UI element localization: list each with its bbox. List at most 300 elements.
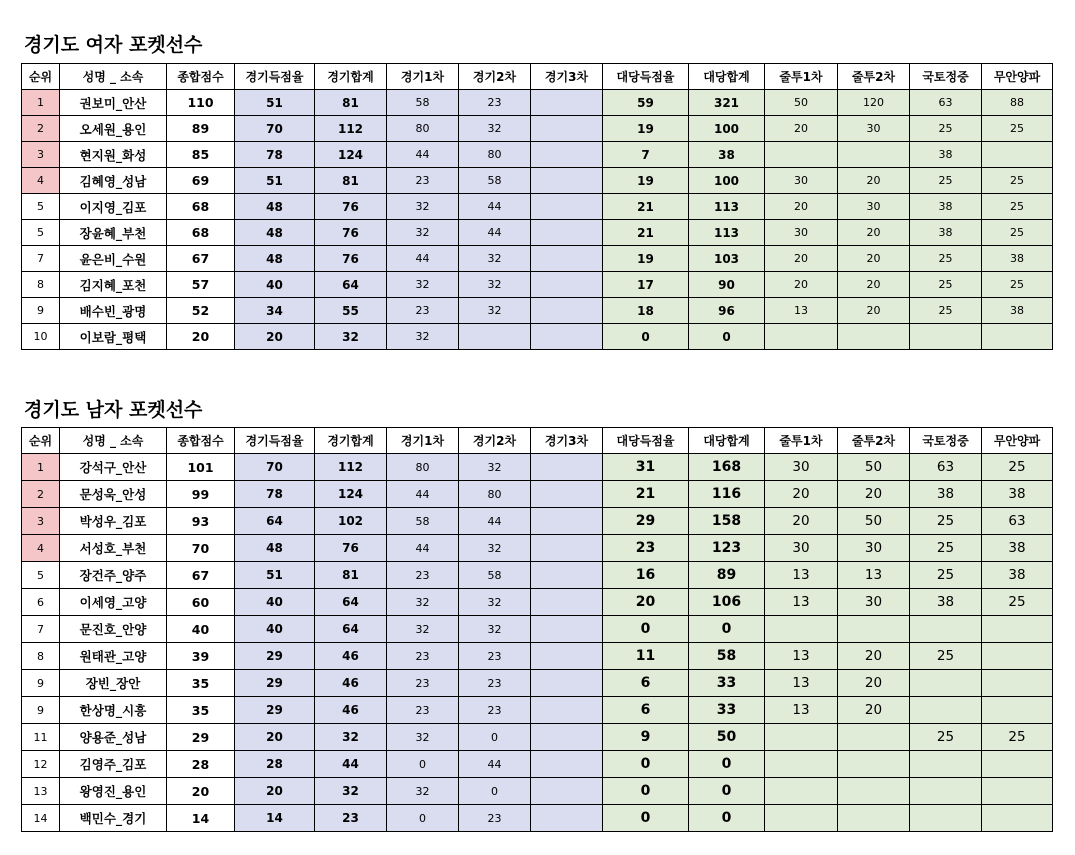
rank-cell: 5 [22,194,60,220]
table-header-row [22,428,1053,454]
total-score-cell: 70 [167,535,235,562]
game-score-cell: 32 [459,454,531,481]
player-name-cell: 이보람_평택 [60,324,167,350]
game-score-cell: 23 [459,670,531,697]
match-score-cell: 20 [838,643,910,670]
match-score-cell [910,697,982,724]
game-score-cell: 112 [315,454,387,481]
total-score-cell: 35 [167,697,235,724]
player-name-cell: 김영주_김포 [60,751,167,778]
table-row [22,805,1053,832]
total-score-cell: 35 [167,670,235,697]
rank-cell: 13 [22,778,60,805]
match-score-cell: 100 [689,168,765,194]
match-score-cell: 25 [910,562,982,589]
game-score-cell: 48 [235,194,315,220]
game-score-cell [531,481,603,508]
player-name-cell: 한상명_시흥 [60,697,167,724]
game-score-cell: 29 [235,670,315,697]
column-header: 줄투2차 [838,428,910,454]
game-score-cell [531,778,603,805]
match-score-cell: 38 [982,298,1053,324]
game-score-cell [531,298,603,324]
total-score-cell: 28 [167,751,235,778]
player-name-cell: 배수빈_광명 [60,298,167,324]
game-score-cell [459,324,531,350]
column-header: 줄투1차 [765,64,838,90]
rank-cell: 1 [22,454,60,481]
match-score-cell: 25 [982,272,1053,298]
game-score-cell: 81 [315,168,387,194]
player-name-cell: 권보미_안산 [60,90,167,116]
match-score-cell: 20 [838,298,910,324]
column-header: 줄투1차 [765,428,838,454]
game-score-cell: 55 [315,298,387,324]
player-name-cell: 박성우_김포 [60,508,167,535]
match-score-cell: 59 [603,90,689,116]
rank-cell: 5 [22,220,60,246]
total-score-cell: 40 [167,616,235,643]
game-score-cell [531,454,603,481]
game-score-cell: 44 [315,751,387,778]
table-row [22,116,1053,142]
game-score-cell: 58 [459,562,531,589]
match-score-cell [910,616,982,643]
player-name-cell: 문진호_안양 [60,616,167,643]
game-score-cell: 76 [315,246,387,272]
game-score-cell: 32 [387,194,459,220]
match-score-cell [910,324,982,350]
player-name-cell: 김지혜_포천 [60,272,167,298]
match-score-cell [765,751,838,778]
match-score-cell: 31 [603,454,689,481]
rank-cell: 9 [22,697,60,724]
game-score-cell: 44 [387,142,459,168]
match-score-cell: 38 [982,562,1053,589]
game-score-cell: 32 [459,589,531,616]
match-score-cell: 13 [838,562,910,589]
match-score-cell: 38 [910,220,982,246]
match-score-cell: 38 [910,142,982,168]
game-score-cell: 48 [235,535,315,562]
match-score-cell: 13 [765,643,838,670]
match-score-cell: 16 [603,562,689,589]
match-score-cell: 0 [603,324,689,350]
column-header: 경기2차 [459,428,531,454]
game-score-cell: 51 [235,90,315,116]
game-score-cell: 0 [387,751,459,778]
match-score-cell: 106 [689,589,765,616]
game-score-cell: 28 [235,751,315,778]
total-score-cell: 52 [167,298,235,324]
game-score-cell: 23 [387,168,459,194]
table-row [22,272,1053,298]
rank-cell: 7 [22,616,60,643]
game-score-cell: 76 [315,194,387,220]
table-row [22,562,1053,589]
match-score-cell: 21 [603,194,689,220]
match-score-cell: 30 [765,454,838,481]
match-score-cell: 38 [910,194,982,220]
match-score-cell: 13 [765,298,838,324]
match-score-cell: 13 [765,589,838,616]
match-score-cell [910,670,982,697]
game-score-cell [531,142,603,168]
player-name-cell: 양용준_성남 [60,724,167,751]
column-header: 종합점수 [167,64,235,90]
game-score-cell [531,194,603,220]
match-score-cell: 19 [603,116,689,142]
game-score-cell: 40 [235,616,315,643]
match-score-cell: 0 [603,751,689,778]
table-row [22,454,1053,481]
game-score-cell [531,508,603,535]
match-score-cell: 9 [603,724,689,751]
match-score-cell: 25 [910,508,982,535]
player-name-cell: 이세영_고양 [60,589,167,616]
game-score-cell: 23 [387,562,459,589]
game-score-cell: 23 [459,697,531,724]
column-header: 경기득점율 [235,64,315,90]
match-score-cell [838,724,910,751]
game-score-cell [531,670,603,697]
table-row [22,778,1053,805]
match-score-cell: 25 [982,116,1053,142]
match-score-cell: 33 [689,697,765,724]
player-name-cell: 문성욱_안성 [60,481,167,508]
game-score-cell: 32 [387,724,459,751]
match-score-cell: 25 [910,246,982,272]
player-name-cell: 장윤혜_부천 [60,220,167,246]
column-header: 대당합계 [689,64,765,90]
game-score-cell: 23 [387,697,459,724]
player-name-cell: 왕영진_용인 [60,778,167,805]
game-score-cell: 48 [235,246,315,272]
game-score-cell: 0 [459,778,531,805]
match-score-cell [838,751,910,778]
total-score-cell: 93 [167,508,235,535]
game-score-cell: 70 [235,454,315,481]
column-header: 국토정중 [910,64,982,90]
match-score-cell: 123 [689,535,765,562]
match-score-cell [982,324,1053,350]
match-score-cell [838,805,910,832]
total-score-cell: 60 [167,589,235,616]
rank-cell: 14 [22,805,60,832]
match-score-cell: 13 [765,697,838,724]
match-score-cell [982,751,1053,778]
match-score-cell: 90 [689,272,765,298]
match-score-cell: 0 [603,805,689,832]
game-score-cell: 20 [235,724,315,751]
match-score-cell: 20 [838,697,910,724]
match-score-cell: 113 [689,194,765,220]
rank-cell: 4 [22,168,60,194]
match-score-cell [982,778,1053,805]
match-score-cell: 38 [982,535,1053,562]
match-score-cell: 25 [982,724,1053,751]
game-score-cell: 29 [235,643,315,670]
game-score-cell [531,168,603,194]
rank-cell: 4 [22,535,60,562]
match-score-cell: 25 [982,168,1053,194]
column-header: 국토정중 [910,428,982,454]
match-score-cell: 20 [765,481,838,508]
game-score-cell: 44 [459,194,531,220]
match-score-cell: 321 [689,90,765,116]
game-score-cell: 32 [459,272,531,298]
match-score-cell: 0 [689,324,765,350]
game-score-cell: 40 [235,272,315,298]
player-name-cell: 서성호_부천 [60,535,167,562]
match-score-cell: 0 [689,778,765,805]
game-score-cell: 0 [459,724,531,751]
match-score-cell: 89 [689,562,765,589]
match-score-cell: 17 [603,272,689,298]
player-name-cell: 현지원_화성 [60,142,167,168]
game-score-cell: 32 [459,616,531,643]
game-score-cell: 32 [459,298,531,324]
match-score-cell: 50 [765,90,838,116]
total-score-cell: 110 [167,90,235,116]
column-header: 대당득점율 [603,428,689,454]
table-row [22,246,1053,272]
rank-cell: 9 [22,298,60,324]
game-score-cell: 32 [387,324,459,350]
table-row [22,616,1053,643]
game-score-cell: 81 [315,562,387,589]
game-score-cell [531,643,603,670]
game-score-cell [531,220,603,246]
game-score-cell: 78 [235,142,315,168]
game-score-cell: 34 [235,298,315,324]
game-score-cell [531,535,603,562]
game-score-cell [531,116,603,142]
match-score-cell: 25 [910,168,982,194]
game-score-cell: 0 [387,805,459,832]
rank-cell: 3 [22,508,60,535]
table-row [22,168,1053,194]
column-header: 경기합계 [315,428,387,454]
total-score-cell: 14 [167,805,235,832]
match-score-cell: 50 [838,454,910,481]
column-header: 줄투2차 [838,64,910,90]
match-score-cell: 25 [910,116,982,142]
game-score-cell: 29 [235,697,315,724]
match-score-cell: 0 [603,778,689,805]
match-score-cell: 25 [982,220,1053,246]
women-ranking-table [21,63,1053,350]
total-score-cell: 101 [167,454,235,481]
match-score-cell: 19 [603,246,689,272]
table-header-row [22,64,1053,90]
game-score-cell [531,562,603,589]
match-score-cell: 20 [765,246,838,272]
match-score-cell: 21 [603,220,689,246]
game-score-cell: 14 [235,805,315,832]
game-score-cell: 80 [387,116,459,142]
women-section-title: 경기도 여자 포켓선수 [24,34,203,56]
column-header: 성명 _ 소속 [60,64,167,90]
match-score-cell: 30 [838,194,910,220]
game-score-cell: 51 [235,168,315,194]
game-score-cell: 40 [235,589,315,616]
game-score-cell: 32 [315,324,387,350]
match-score-cell [765,778,838,805]
match-score-cell: 96 [689,298,765,324]
game-score-cell [531,616,603,643]
table-row [22,670,1053,697]
column-header: 무안양파 [982,64,1053,90]
game-score-cell: 32 [315,778,387,805]
table-row [22,535,1053,562]
game-score-cell: 64 [315,272,387,298]
player-name-cell: 장빈_장안 [60,670,167,697]
match-score-cell: 63 [910,454,982,481]
column-header: 무안양파 [982,428,1053,454]
match-score-cell: 25 [910,724,982,751]
game-score-cell: 23 [387,643,459,670]
match-score-cell [765,324,838,350]
game-score-cell: 23 [387,298,459,324]
column-header: 성명 _ 소속 [60,428,167,454]
match-score-cell: 50 [838,508,910,535]
game-score-cell: 112 [315,116,387,142]
total-score-cell: 39 [167,643,235,670]
rank-cell: 9 [22,670,60,697]
match-score-cell: 120 [838,90,910,116]
men-section-title: 경기도 남자 포켓선수 [24,399,203,421]
game-score-cell [531,751,603,778]
player-name-cell: 윤은비_수원 [60,246,167,272]
game-score-cell: 51 [235,562,315,589]
column-header: 대당합계 [689,428,765,454]
total-score-cell: 67 [167,562,235,589]
match-score-cell [910,751,982,778]
rank-cell: 2 [22,481,60,508]
match-score-cell: 113 [689,220,765,246]
total-score-cell: 68 [167,220,235,246]
player-name-cell: 백민수_경기 [60,805,167,832]
match-score-cell: 63 [910,90,982,116]
column-header: 순위 [22,64,60,90]
match-score-cell: 6 [603,670,689,697]
column-header: 경기1차 [387,428,459,454]
column-header: 경기3차 [531,428,603,454]
match-score-cell [982,616,1053,643]
player-name-cell: 이지영_김포 [60,194,167,220]
game-score-cell: 102 [315,508,387,535]
game-score-cell: 70 [235,116,315,142]
game-score-cell: 23 [459,90,531,116]
match-score-cell [910,778,982,805]
rank-cell: 3 [22,142,60,168]
game-score-cell: 80 [387,454,459,481]
game-score-cell: 81 [315,90,387,116]
match-score-cell: 116 [689,481,765,508]
match-score-cell [838,324,910,350]
game-score-cell: 20 [235,324,315,350]
game-score-cell: 23 [459,805,531,832]
game-score-cell: 80 [459,142,531,168]
column-header: 대당득점율 [603,64,689,90]
game-score-cell: 78 [235,481,315,508]
table-row [22,481,1053,508]
total-score-cell: 85 [167,142,235,168]
match-score-cell: 168 [689,454,765,481]
game-score-cell [531,805,603,832]
match-score-cell: 13 [765,670,838,697]
game-score-cell [531,697,603,724]
game-score-cell: 64 [235,508,315,535]
match-score-cell: 33 [689,670,765,697]
game-score-cell: 23 [315,805,387,832]
match-score-cell [982,643,1053,670]
match-score-cell: 30 [838,535,910,562]
total-score-cell: 67 [167,246,235,272]
match-score-cell: 25 [910,535,982,562]
table-row [22,724,1053,751]
match-score-cell: 38 [910,589,982,616]
column-header: 순위 [22,428,60,454]
rank-cell: 6 [22,589,60,616]
game-score-cell: 48 [235,220,315,246]
column-header: 경기득점율 [235,428,315,454]
match-score-cell: 29 [603,508,689,535]
match-score-cell [982,805,1053,832]
table-row [22,142,1053,168]
match-score-cell: 25 [910,643,982,670]
column-header: 경기3차 [531,64,603,90]
player-name-cell: 강석구_안산 [60,454,167,481]
match-score-cell [765,724,838,751]
total-score-cell: 20 [167,778,235,805]
men-ranking-table [21,427,1053,832]
rank-cell: 2 [22,116,60,142]
game-score-cell: 32 [459,246,531,272]
match-score-cell [982,670,1053,697]
column-header: 경기합계 [315,64,387,90]
total-score-cell: 89 [167,116,235,142]
match-score-cell: 30 [765,535,838,562]
match-score-cell: 38 [689,142,765,168]
match-score-cell [910,805,982,832]
game-score-cell [531,90,603,116]
player-name-cell: 김혜영_성남 [60,168,167,194]
table-row [22,324,1053,350]
rank-cell: 8 [22,272,60,298]
rank-cell: 12 [22,751,60,778]
game-score-cell: 44 [459,508,531,535]
match-score-cell: 100 [689,116,765,142]
game-score-cell: 32 [387,272,459,298]
match-score-cell: 38 [910,481,982,508]
match-score-cell: 18 [603,298,689,324]
match-score-cell [982,142,1053,168]
game-score-cell: 80 [459,481,531,508]
game-score-cell: 32 [387,616,459,643]
game-score-cell: 32 [459,116,531,142]
match-score-cell: 103 [689,246,765,272]
table-row [22,697,1053,724]
table-row [22,589,1053,616]
game-score-cell: 32 [459,535,531,562]
rank-cell: 11 [22,724,60,751]
match-score-cell: 20 [838,272,910,298]
table-row [22,194,1053,220]
match-score-cell: 0 [689,805,765,832]
game-score-cell: 124 [315,142,387,168]
